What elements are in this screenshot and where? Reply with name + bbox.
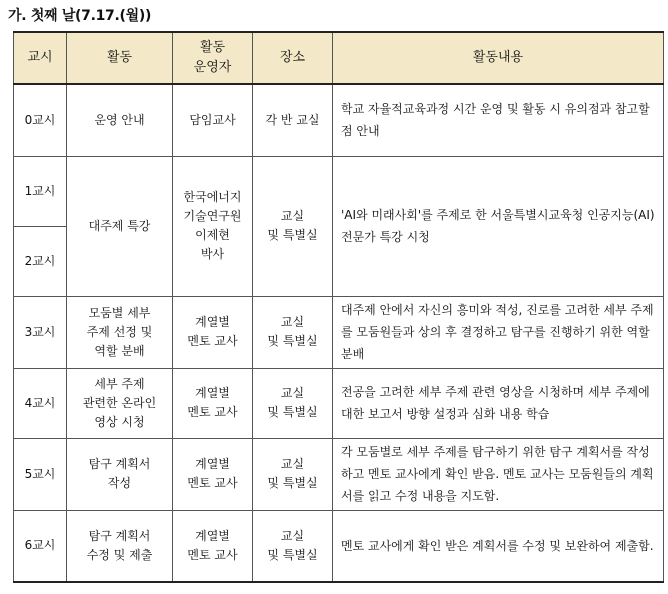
header-place: 장소 <box>253 32 333 84</box>
place-cell: 각 반 교실 <box>253 84 333 156</box>
activity-cell: 운영 안내 <box>67 84 173 156</box>
details-cell: 각 모둠별로 세부 주제를 탐구하기 위한 탐구 계획서를 작성하고 멘토 교사에게 확인 받음. 멘토 교사는 모둠원들의 계획서를 읽고 수정 내용을 지도함. <box>333 438 664 510</box>
schedule-table <box>13 31 664 583</box>
operator-cell: 계열별 멘토 교사 <box>173 296 253 368</box>
operator-cell: 계열별 멘토 교사 <box>173 368 253 438</box>
header-row <box>14 32 664 84</box>
table-row <box>14 368 664 438</box>
place-cell: 교실 및 특별실 <box>253 368 333 438</box>
details-cell: 멘토 교사에게 확인 받은 계획서를 수정 및 보완하여 제출함. <box>333 510 664 582</box>
operator-cell: 계열별 멘토 교사 <box>173 438 253 510</box>
period-cell: 0교시 <box>14 84 67 156</box>
operator-cell: 한국에너지 기술연구원 이제현 박사 <box>173 156 253 296</box>
activity-cell: 탐구 계획서 수정 및 제출 <box>67 510 173 582</box>
section-title: 가. 첫째 날(7.17.(월)) <box>8 8 152 24</box>
table-row <box>14 84 664 156</box>
activity-cell: 모둠별 세부 주제 선정 및 역할 분배 <box>67 296 173 368</box>
table-row <box>14 296 664 368</box>
operator-cell: 계열별 멘토 교사 <box>173 510 253 582</box>
operator-cell: 담임교사 <box>173 84 253 156</box>
activity-cell: 탐구 계획서 작성 <box>67 438 173 510</box>
place-cell: 교실 및 특별실 <box>253 438 333 510</box>
table-row <box>14 438 664 510</box>
period-cell: 4교시 <box>14 368 67 438</box>
period-cell: 3교시 <box>14 296 67 368</box>
period-cell: 2교시 <box>14 226 67 296</box>
details-cell: 전공을 고려한 세부 주제 관련 영상을 시청하며 세부 주제에 대한 보고서 방향 설정과 심화 내용 학습 <box>333 368 664 438</box>
header-operator: 활동 운영자 <box>173 32 253 84</box>
header-activity: 활동 <box>67 32 173 84</box>
activity-cell: 대주제 특강 <box>67 156 173 296</box>
period-cell: 5교시 <box>14 438 67 510</box>
activity-cell: 세부 주제 관련한 온라인 영상 시청 <box>67 368 173 438</box>
header-period: 교시 <box>14 32 67 84</box>
details-cell: 학교 자율적교육과정 시간 운영 및 활동 시 유의점과 참고할 점 안내 <box>333 84 664 156</box>
details-cell: 'AI와 미래사회'를 주제로 한 서울특별시교육청 인공지능(AI) 전문가 특강 시청 <box>333 156 664 296</box>
table-row <box>14 510 664 582</box>
place-cell: 교실 및 특별실 <box>253 296 333 368</box>
period-cell: 1교시 <box>14 156 67 226</box>
details-cell: 대주제 안에서 자신의 흥미와 적성, 진로를 고려한 세부 주제를 모둠원들과 상의 후 결정하고 탐구를 진행하기 위한 역할 분배 <box>333 296 664 368</box>
place-cell: 교실 및 특별실 <box>253 510 333 582</box>
period-cell: 6교시 <box>14 510 67 582</box>
place-cell: 교실 및 특별실 <box>253 156 333 296</box>
header-details: 활동내용 <box>333 32 664 84</box>
table-row <box>14 156 664 226</box>
